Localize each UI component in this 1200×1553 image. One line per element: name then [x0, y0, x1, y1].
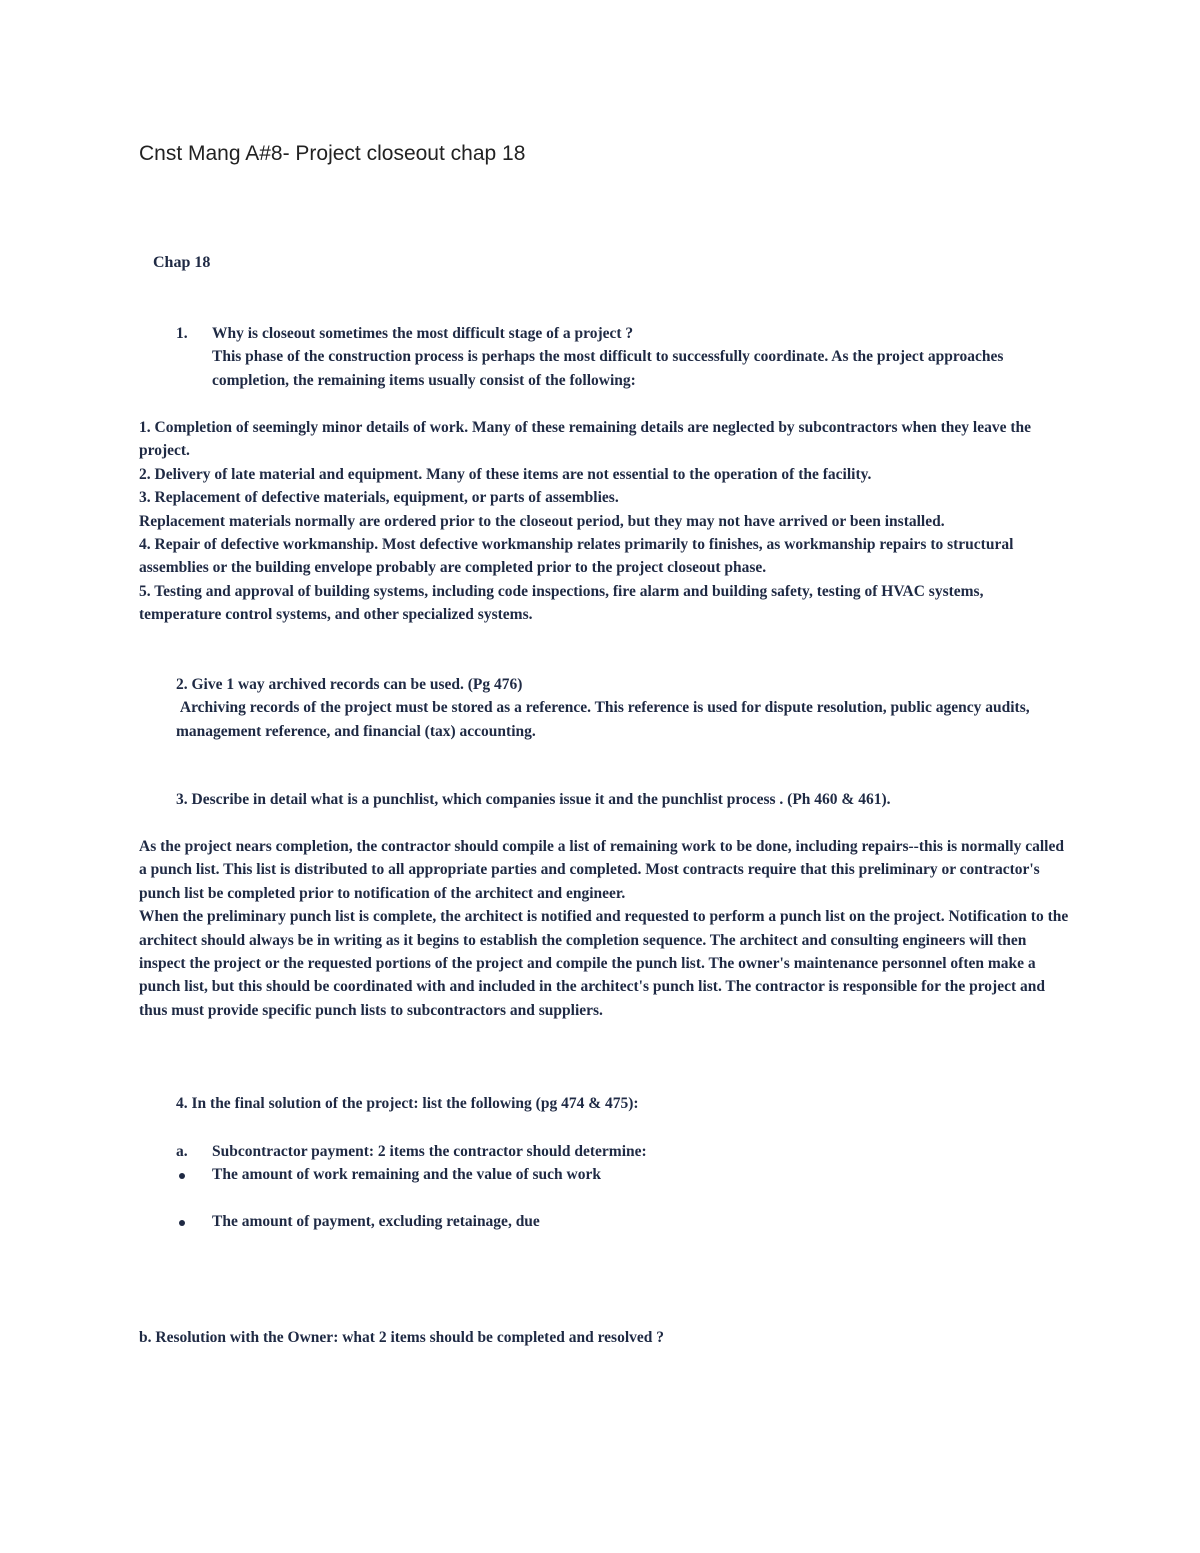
list-item: Replacement materials normally are ordered prior to the closeout period, but they may not have arrived or been installed.	[139, 512, 945, 530]
question-1	[176, 322, 1076, 392]
question-3-answer-paragraph-2: When the preliminary punch list is complete, the architect is notified and requested to perform a punch list on the project. Notification to the architect should always be in writing as it begins to establish the completion sequence. The architect and consulting engineers will then inspect the project or the requested portions of the project and compile the punch list. The owner's maintenance personnel often make a punch list, but this should be coordinated with and included in the architect's punch list. The contractor is responsible for the project and thus must provide specific punch lists to subcontractors and suppliers.	[139, 908, 1069, 1019]
section-heading: Chap 18	[153, 254, 211, 271]
question-1-items	[139, 416, 1069, 627]
part-a-marker: a.	[176, 1143, 188, 1160]
list-item: 3. Replacement of defective materials, equipment, or parts of assemblies.	[139, 489, 619, 507]
question-1-text: Why is closeout sometimes the most difficult stage of a project ?	[212, 325, 634, 342]
bullet-item: The amount of payment, excluding retainage, due	[212, 1213, 540, 1231]
question-4	[176, 1092, 1076, 1115]
part-b-label: b. Resolution with the Owner: what 2 items should be completed and resolved ?	[139, 1329, 665, 1346]
question-3	[176, 788, 1076, 811]
question-3-answer	[139, 835, 1074, 1022]
bullet-icon	[176, 1163, 185, 1186]
question-1-answer: This phase of the construction process is perhaps the most difficult to successfully coordinate. As the project approaches completion, the remaining items usually consist of the following:	[212, 348, 1004, 389]
document-title: Cnst Mang A#8- Project closeout chap 18	[139, 142, 526, 165]
list-item: 2. Delivery of late material and equipment. Many of these items are not essential to the operation of the facility.	[139, 465, 872, 483]
question-1-number: 1.	[176, 325, 188, 342]
bullet-item: The amount of work remaining and the value of such work	[212, 1166, 601, 1184]
list-item: 1. Completion of seemingly minor details of work. Many of these remaining details are neglected by subcontractors when they leave the project.	[139, 419, 1032, 460]
question-2	[176, 673, 1076, 743]
question-2-answer: Archiving records of the project must be stored as a reference. This reference is used for dispute resolution, public agency audits, management reference, and financial (tax) accounting.	[176, 699, 1034, 740]
question-4-part-b	[139, 1326, 1039, 1349]
question-2-text: 2. Give 1 way archived records can be used. (Pg 476)	[176, 676, 523, 693]
question-4-part-a	[176, 1140, 1076, 1234]
list-item: 5. Testing and approval of building systems, including code inspections, fire alarm and building safety, testing of HVAC systems, temperature control systems, and other specialized systems.	[139, 582, 984, 624]
question-4-text: 4. In the final solution of the project: list the following (pg 474 & 475):	[176, 1095, 639, 1112]
part-a-label: Subcontractor payment: 2 items the contractor should determine:	[212, 1143, 647, 1160]
question-3-answer-paragraph-1: As the project nears completion, the contractor should compile a list of remaining work to be done, including repairs--this is normally called a punch list. This list is distributed to all appropriate parties and completed. Most contracts require that this preliminary or contractor's punch list be completed prior to notification of the architect and engineer.	[139, 838, 1064, 902]
list-item: 4. Repair of defective workmanship. Most defective workmanship relates primarily to finishes, as workmanship repairs to structural assemblies or the building envelope probably are completed prior to the project closeout phase.	[139, 536, 1014, 577]
question-3-text: 3. Describe in detail what is a punchlist, which companies issue it and the punchlist process . (Ph 460 & 461).	[176, 791, 891, 808]
bullet-icon	[176, 1210, 185, 1233]
